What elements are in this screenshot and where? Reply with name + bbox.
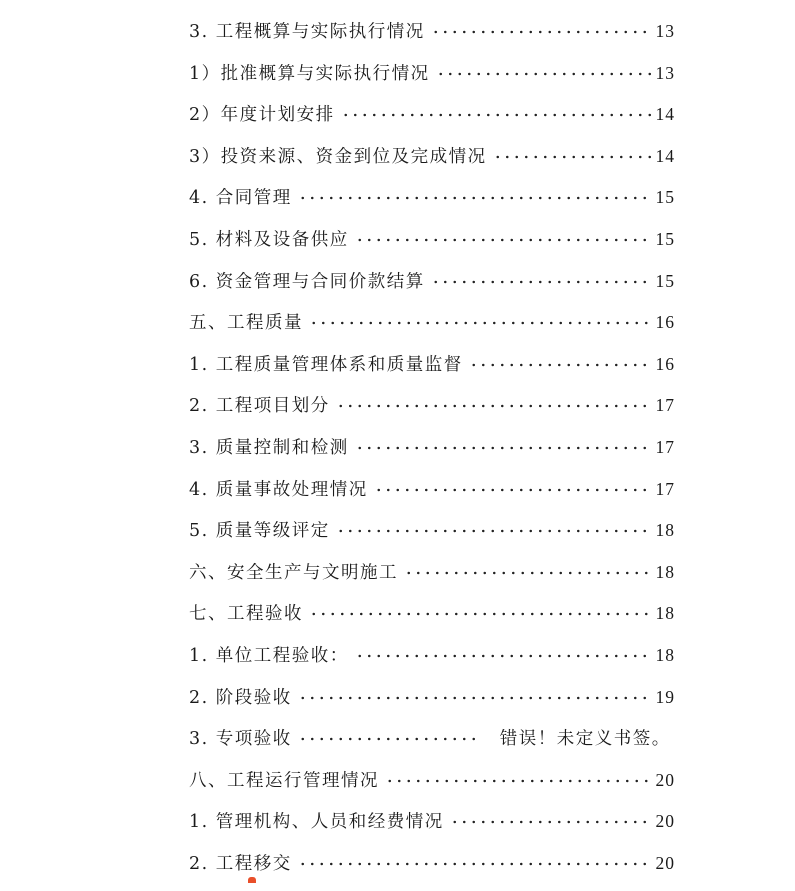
toc-dot-leader (336, 391, 652, 409)
toc-entry-page: 15 (655, 228, 675, 249)
toc-entry-page: 16 (655, 353, 675, 374)
toc-entry-page: 18 (655, 520, 675, 541)
toc-entry-title: 6. 资金管理与合同价款结算 (189, 271, 425, 292)
toc-entry-page: 20 (655, 769, 675, 790)
toc-entry-title: 2. 阶段验收 (189, 687, 292, 708)
toc-entry-broken-bookmark[interactable] (189, 725, 675, 767)
toc-entry[interactable] (189, 600, 675, 642)
toc-entry-title: 3. 质量控制和检测 (189, 437, 349, 458)
toc-entry[interactable] (189, 101, 675, 143)
toc-dot-leader (450, 807, 652, 825)
toc-entry-title: 5. 质量等级评定 (189, 521, 330, 542)
toc-dot-leader (355, 225, 652, 243)
toc-dot-leader (431, 17, 652, 35)
toc-entry[interactable] (189, 684, 675, 726)
toc-entry-title: 1. 工程质量管理体系和质量监督 (189, 354, 463, 375)
toc-entry-title: 2. 工程移交 (189, 853, 292, 874)
toc-dot-leader (355, 641, 652, 659)
toc-entry-page: 14 (655, 104, 675, 125)
toc-entry-page: 18 (655, 603, 675, 624)
toc-entry[interactable] (189, 850, 675, 891)
toc-entry[interactable] (189, 351, 675, 393)
toc-entry-title: 1. 管理机构、人员和经费情况 (189, 812, 444, 833)
toc-dot-leader (298, 683, 652, 701)
toc-entry[interactable] (189, 476, 675, 518)
toc-entry[interactable] (189, 517, 675, 559)
toc-entry-page: 13 (655, 21, 675, 41)
toc-dot-leader (431, 267, 652, 285)
toc-entry-title: 4. 质量事故处理情况 (189, 479, 368, 500)
toc-entry-page: 18 (655, 561, 675, 582)
table-of-contents (189, 18, 675, 891)
toc-entry-title: 1. 单位工程验收： (189, 645, 349, 666)
toc-dot-leader (385, 766, 652, 784)
toc-entry-page: 14 (655, 145, 675, 166)
toc-dot-leader (309, 599, 652, 617)
toc-dot-leader (341, 100, 652, 118)
toc-entry-error-message: 错误！未定义书签。 (499, 729, 671, 750)
toc-entry-title: 1）批准概算与实际执行情况 (189, 63, 430, 84)
toc-dot-leader (309, 308, 652, 326)
toc-entry-page: 20 (655, 852, 675, 873)
toc-entry-page: 17 (655, 478, 675, 499)
toc-entry[interactable] (189, 392, 675, 434)
toc-entry[interactable] (189, 143, 675, 185)
toc-entry-page: 20 (655, 811, 675, 832)
toc-dot-leader (298, 183, 652, 201)
toc-entry-title: 3. 工程概算与实际执行情况 (189, 22, 425, 42)
red-corner-marker (248, 877, 256, 883)
toc-entry[interactable] (189, 60, 675, 102)
toc-entry-page: 13 (655, 62, 675, 83)
toc-dot-leader (469, 350, 652, 368)
toc-entry-title: 2. 工程项目划分 (189, 396, 330, 417)
toc-dot-leader (374, 475, 652, 493)
toc-entry[interactable] (189, 309, 675, 351)
toc-dot-leader (298, 849, 652, 867)
toc-entry-page: 17 (655, 395, 675, 416)
toc-entry-page: 16 (655, 312, 675, 333)
toc-dot-leader (355, 433, 652, 451)
toc-entry-page: 17 (655, 436, 675, 457)
toc-entry[interactable] (189, 767, 675, 809)
toc-entry[interactable] (189, 808, 675, 850)
toc-dot-leader (336, 516, 652, 534)
toc-entry-title: 3）投资来源、资金到位及完成情况 (189, 146, 487, 167)
toc-entry-page: 18 (655, 644, 675, 665)
toc-entry-title: 2）年度计划安排 (189, 105, 335, 126)
toc-entry-title: 六、安全生产与文明施工 (189, 562, 398, 583)
toc-entry-title: 4. 合同管理 (189, 188, 292, 209)
toc-entry[interactable] (189, 559, 675, 601)
toc-dot-leader (298, 724, 478, 742)
toc-entry-page: 15 (655, 270, 675, 291)
toc-entry[interactable] (189, 434, 675, 476)
toc-entry[interactable] (189, 268, 675, 310)
toc-entry-page: 15 (655, 187, 675, 208)
toc-entry-title: 八、工程运行管理情况 (189, 770, 379, 791)
toc-dot-leader (436, 59, 652, 77)
toc-dot-leader (404, 558, 652, 576)
toc-entry-title: 七、工程验收 (189, 604, 303, 625)
toc-entry-title: 3. 专项验收 (189, 729, 292, 750)
toc-dot-leader (493, 142, 652, 160)
toc-entry-title: 5. 材料及设备供应 (189, 229, 349, 250)
toc-entry[interactable] (189, 642, 675, 684)
toc-entry[interactable] (189, 18, 675, 60)
toc-entry[interactable] (189, 184, 675, 226)
toc-entry-title: 五、工程质量 (189, 313, 303, 334)
toc-entry-page: 19 (655, 686, 675, 707)
toc-entry[interactable] (189, 226, 675, 268)
